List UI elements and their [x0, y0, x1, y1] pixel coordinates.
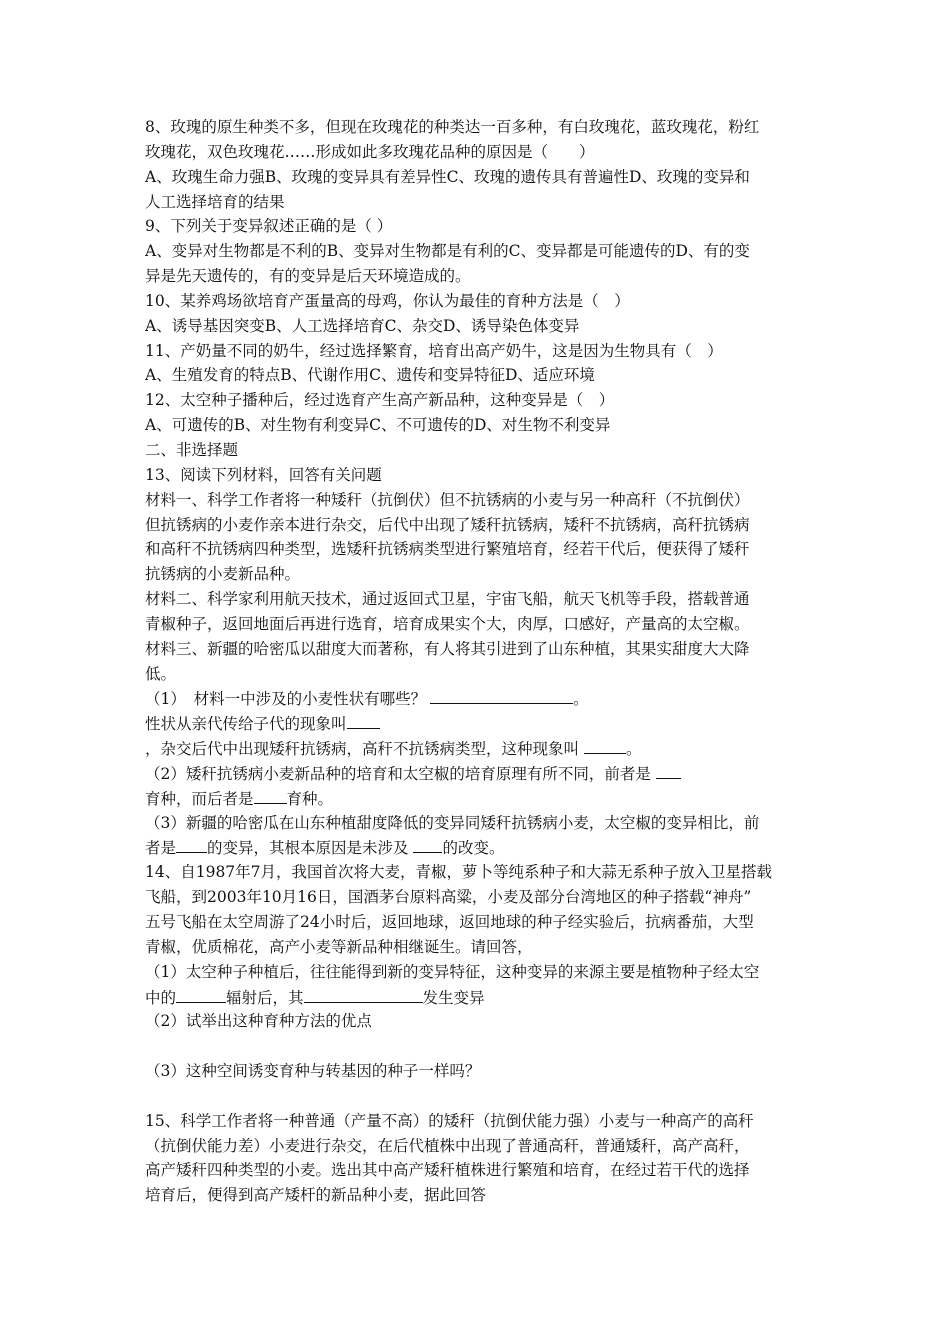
q13-part3-end: 的改变。	[442, 839, 505, 858]
text-line: A、可遗传的B、对生物有利变异C、不可遗传的D、对生物不利变异	[145, 416, 611, 435]
text-line: A、变异对生物都是不利的B、变异对生物都是有利的C、变异都是可能遗传的D、有的变	[145, 242, 750, 261]
q13-breeding-text: 育种，而后者是	[145, 789, 254, 808]
q13-variation-end: 。	[625, 740, 642, 759]
text-line: 青椒，优质棉花，高产小麦等新品种相继诞生。请回答，	[145, 937, 533, 956]
q14-part1-text: 中的	[145, 988, 177, 1007]
text-line: 8、玫瑰的原生种类不多，但现在玫瑰花的种类达一百多种，有白玫瑰花，蓝玫瑰花，粉红	[145, 118, 760, 136]
q13-heredity-line	[145, 711, 805, 736]
answer-blank[interactable]	[254, 786, 287, 804]
q13-part3-text: 者是	[145, 839, 177, 858]
answer-blank[interactable]	[430, 686, 573, 704]
text-line: 12、太空种子播种后，经过选育产生高产新品种，这种变异是（ ）	[145, 391, 615, 410]
q13-part2-line	[145, 761, 805, 786]
answer-space[interactable]	[145, 1084, 805, 1109]
text-line: 高产矮秆四种类型的小麦。选出其中高产矮秆植株进行繁殖和培育，在经过若干代的选择	[145, 1161, 750, 1180]
q13-part1-line	[145, 686, 805, 711]
text-line: A、诱导基因突变B、人工选择培育C、杂交D、诱导染色体变异	[145, 316, 580, 335]
answer-blank[interactable]	[656, 761, 681, 779]
answer-blank[interactable]	[304, 985, 423, 1003]
q14-part1-end: 发生变异	[422, 988, 485, 1007]
text-line: 材料二、科学家利用航天技术，通过返回式卫星，宇宙飞船，航天飞机等手段，搭载普通	[145, 590, 750, 609]
q14-part1-mid: 辐射后，其	[226, 988, 304, 1007]
text-line: 抗锈病的小麦新品种。	[145, 565, 301, 584]
text-line: 10、某养鸡场欲培育产蛋量高的母鸡，你认为最佳的育种方法是（ ）	[145, 291, 630, 310]
text-line: （3）新疆的哈密瓜在山东种植甜度降低的变异同矮秆抗锈病小麦，太空椒的变异相比，前	[145, 813, 760, 832]
answer-blank[interactable]	[347, 711, 380, 729]
section-heading: 二、非选择题	[145, 440, 239, 459]
text-line: 和高秆不抗锈病四种类型，选矮秆抗锈病类型进行繁殖培育，经若干代后，便获得了矮秆	[145, 540, 750, 559]
q13-part1-end: 。	[573, 690, 589, 709]
text-line: 15、科学工作者将一种普通（产量不高）的矮秆（抗倒伏能力强）小麦与一种高产的高秆	[145, 1111, 754, 1130]
text-line: A、生殖发育的特点B、代谢作用C、遗传和变异特征D、适应环境	[145, 366, 595, 385]
text-line: 人工选择培育的结果	[145, 192, 285, 211]
q13-part1-text: （1） 材料一中涉及的小麦性状有哪些？	[145, 690, 427, 709]
text-line: 11、产奶量不同的奶牛，经过选择繁育，培育出高产奶牛，这是因为生物具有（ ）	[145, 341, 723, 360]
text-line: 五号飞船在太空周游了24小时后，返回地球，返回地球的种子经实验后，抗病番茄，大型	[145, 913, 754, 931]
text-line: 异是先天遗传的，有的变异是后天环境造成的。	[145, 267, 471, 286]
text-line: 材料一、科学工作者将一种矮秆（抗倒伏）但不抗锈病的小麦与另一种高秆（不抗倒伏）	[145, 490, 750, 509]
q13-breeding-end: 育种。	[286, 789, 334, 808]
text-line: 低。	[145, 664, 177, 683]
text-line: 青椒种子，返回地面后再进行选育，培育成果实个大，肉厚，口感好，产量高的太空椒。	[145, 614, 750, 633]
text-line: （2）试举出这种育种方法的优点	[145, 1012, 372, 1031]
q13-part3-line	[145, 835, 805, 860]
text-line: 材料三、新疆的哈密瓜以甜度大而著称，有人将其引进到了山东种植，其果实甜度大大降	[145, 639, 750, 658]
q13-part2-text: （2）矮秆抗锈病小麦新品种的培育和太空椒的培育原理有所不同，前者是	[145, 764, 656, 783]
answer-blank[interactable]	[413, 835, 442, 853]
text-line: 14、自1987年7月，我国首次将大麦，青椒，萝卜等纯系种子和大蒜无系种子放入卫星搭载	[145, 863, 773, 882]
text-line: （1）太空种子种植后，往往能得到新的变异特征，这种变异的来源主要是植物种子经太空	[145, 962, 760, 981]
q14-part1-line	[145, 985, 805, 1010]
text-line: （3）这种空间诱变育种与转基因的种子一样吗？	[145, 1062, 481, 1081]
text-line: 玫瑰花，双色玫瑰花……形成如此多玫瑰花品种的原因是（ ）	[145, 142, 595, 161]
q13-variation-line	[145, 736, 805, 761]
q13-heredity-text: 性状从亲代传给子代的现象叫	[145, 715, 347, 734]
q13-breeding-line	[145, 786, 805, 811]
text-line: 但抗锈病的小麦作亲本进行杂交，后代中出现了矮秆抗锈病，矮秆不抗锈病，高秆抗锈病	[145, 515, 750, 534]
answer-blank[interactable]	[176, 985, 226, 1003]
answer-blank[interactable]	[176, 835, 207, 853]
text-line: （抗倒伏能力差）小麦进行杂交，在后代植株中出现了普通高秆，普通矮秆，高产高秆，	[145, 1136, 750, 1155]
document-content	[145, 115, 805, 1208]
q13-variation-text: ，杂交后代中出现矮秆抗锈病，高秆不抗锈病类型，这种现象叫	[145, 740, 584, 759]
text-line: 9、下列关于变异叙述正确的是（ ）	[145, 217, 393, 236]
answer-space[interactable]	[145, 1034, 805, 1059]
text-line: 飞船，到2003年10月16日，国酒茅台原料高粱，小麦及部分台湾地区的种子搭载“神舟”	[145, 888, 752, 907]
answer-blank[interactable]	[584, 736, 626, 754]
text-line: A、玫瑰生命力强B、玫瑰的变异具有差异性C、玫瑰的遗传具有普遍性D、玫瑰的变异和	[145, 167, 750, 186]
q13-part3-mid: 的变异，其根本原因是未涉及	[207, 839, 414, 858]
text-line: 13、阅读下列材料，回答有关问题	[145, 465, 382, 484]
text-line: 培育后，便得到高产矮杆的新品种小麦，据此回答	[145, 1186, 487, 1205]
